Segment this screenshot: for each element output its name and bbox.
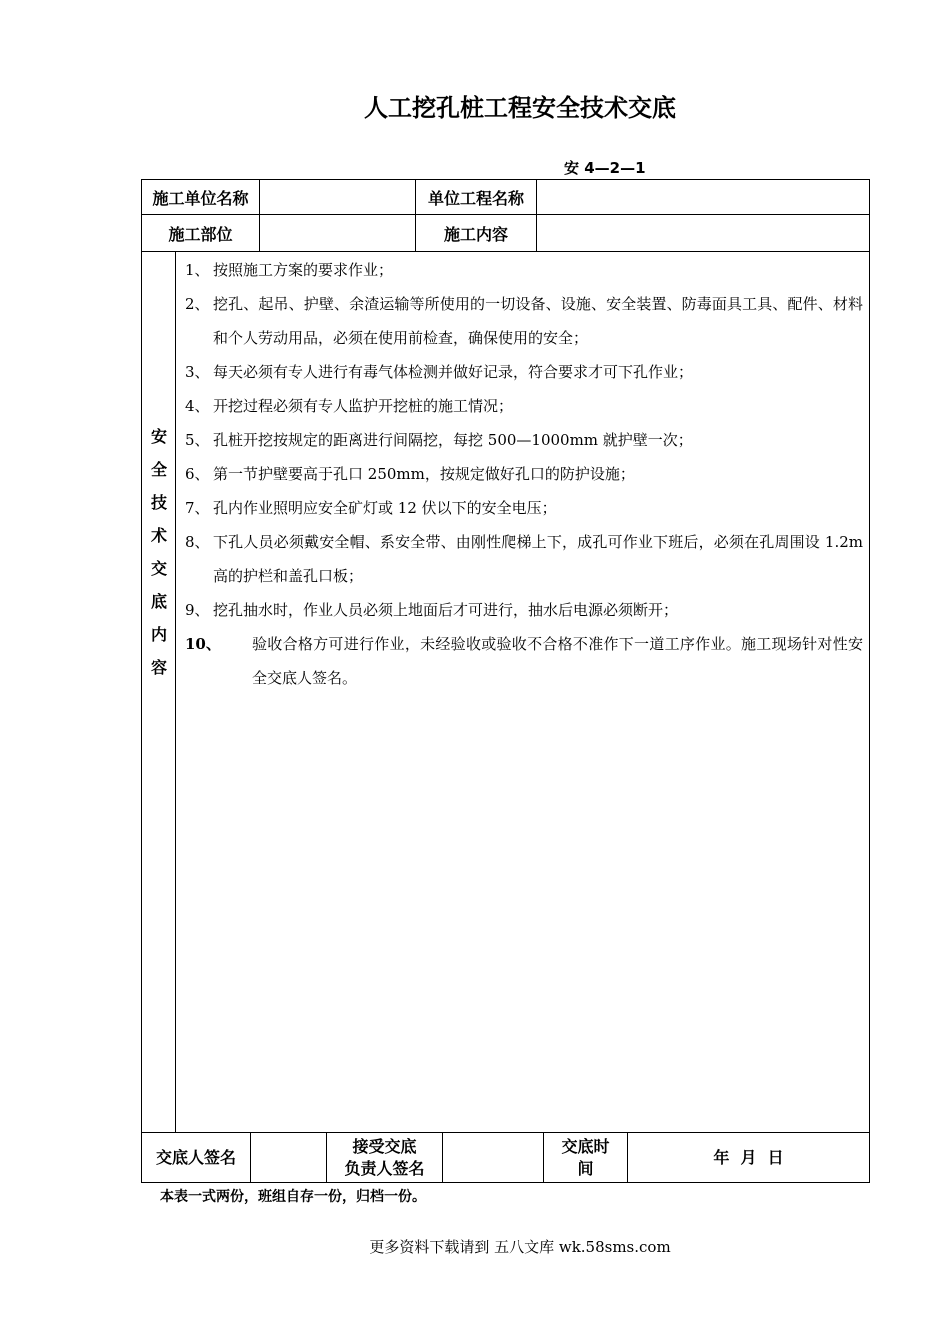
item-number: 7、 [185, 499, 210, 517]
project-name-label: 单位工程名称 [427, 188, 524, 208]
form-note: 本表一式两份，班组自存一份，归档一份。 [160, 1189, 426, 1205]
item-number: 4、 [185, 397, 210, 415]
receiver-signature-label [327, 1133, 442, 1183]
time-label-line: 间 [577, 1159, 594, 1178]
item-text: 第一节护壁要高于孔口 250mm，按规定做好孔口的防护设施； [213, 465, 635, 483]
item-text: 下孔人员必须戴安全帽、系安全带、由刚性爬梯上下，成孔可作业下班后，必须在孔周围设 1.2m 高的护栏和盖孔口板； [213, 533, 863, 585]
list-item [185, 287, 863, 355]
item-number: 3、 [185, 363, 210, 381]
list-item [185, 593, 863, 627]
construction-content-label: 施工内容 [443, 224, 508, 244]
section-label-char: 技 [150, 493, 167, 512]
list-item [185, 253, 863, 287]
construction-content-field[interactable] [537, 215, 869, 251]
construction-part-field[interactable] [260, 215, 415, 251]
item-text: 每天必须有专人进行有毒气体检测并做好记录，符合要求才可下孔作业； [213, 363, 694, 381]
item-number: 10、 [185, 635, 221, 653]
section-label-vertical [143, 420, 175, 684]
receiver-signature-field[interactable] [443, 1133, 543, 1183]
handover-date-field[interactable]: 年 月 日 [713, 1148, 784, 1167]
list-item [185, 389, 863, 423]
item-number: 6、 [185, 465, 210, 483]
footer-text: 更多资料下载请到 五八文库 wk.58sms.com [369, 1238, 671, 1256]
unit-name-label: 施工单位名称 [152, 188, 249, 208]
safety-items-list [185, 253, 863, 695]
item-text: 孔内作业照明应安全矿灯或 12 伏以下的安全电压； [213, 499, 557, 517]
item-number: 9、 [185, 601, 210, 619]
time-label-line: 交底时 [561, 1137, 610, 1156]
row-divider [141, 251, 870, 252]
project-name-field[interactable] [537, 180, 869, 214]
receiver-label-line: 接受交底 [352, 1137, 417, 1156]
section-label-char: 内 [150, 625, 167, 644]
list-item [185, 423, 863, 457]
col-divider [175, 251, 176, 1132]
receiver-label-line: 负责人签名 [344, 1159, 425, 1178]
document-title: 人工挖孔桩工程安全技术交底 [364, 94, 676, 122]
list-item [185, 627, 863, 695]
list-item [185, 491, 863, 525]
item-text: 按照施工方案的要求作业； [213, 261, 394, 279]
section-label-char: 安 [150, 427, 167, 446]
section-label-char: 容 [150, 658, 167, 677]
section-label-char: 底 [150, 592, 167, 611]
section-label-char: 术 [150, 526, 167, 545]
handover-time-label [544, 1133, 627, 1183]
giver-signature-label: 交底人签名 [155, 1148, 236, 1167]
list-item [185, 457, 863, 491]
construction-part-label: 施工部位 [168, 224, 233, 244]
item-text: 验收合格方可进行作业，未经验收或验收不合格不准作下一道工序作业。施工现场针对性安全交底人签名。 [252, 635, 863, 687]
item-text: 孔桩开挖按规定的距离进行间隔挖，每挖 500—1000mm 就护壁一次； [213, 431, 693, 449]
form-code: 安 4—2—1 [564, 159, 646, 177]
section-label-char: 交 [150, 559, 167, 578]
giver-signature-field[interactable] [251, 1133, 326, 1183]
section-label-char: 全 [150, 460, 167, 479]
item-text: 开挖过程必须有专人监护开挖桩的施工情况； [213, 397, 514, 415]
item-text: 挖孔、起吊、护壁、余渣运输等所使用的一切设备、设施、安全装置、防毒面具工具、配件、材料和个人劳动用品，必须在使用前检查，确保使用的安全； [213, 295, 863, 347]
list-item [185, 525, 863, 593]
item-number: 1、 [185, 261, 210, 279]
list-item [185, 355, 863, 389]
item-number: 8、 [185, 533, 210, 551]
item-number: 5、 [185, 431, 210, 449]
item-number: 2、 [185, 295, 210, 313]
unit-name-field[interactable] [260, 180, 415, 214]
item-text: 挖孔抽水时，作业人员必须上地面后才可进行，抽水后电源必须断开； [213, 601, 679, 619]
